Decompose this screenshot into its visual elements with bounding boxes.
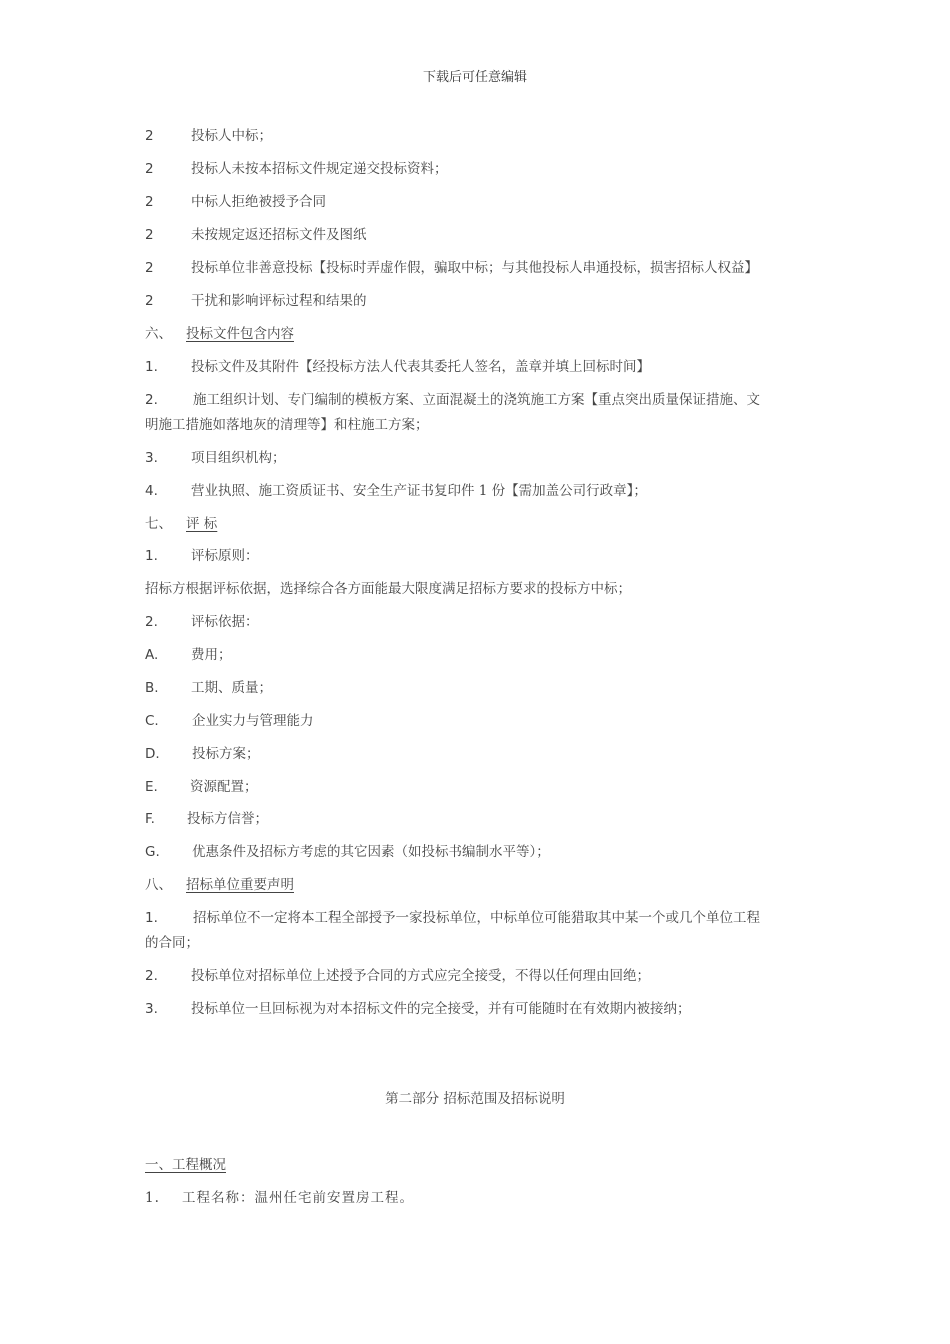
list-item: 3. 投标单位一旦回标视为对本招标文件的完全接受，并有可能随时在有效期内被接纳； [145,1001,691,1017]
list-item: C. 企业实力与管理能力 [145,713,314,729]
list-item: 1. 投标文件及其附件【经投标方法人代表其委托人签名，盖章并填上回标时间】 [145,359,650,375]
part-title: 第二部分 招标范围及招标说明 [385,1091,565,1107]
list-item: 2 投标人未按本招标文件规定递交投标资料； [145,161,448,177]
section-heading: 六、 投标文件包含内容 [145,326,294,342]
list-item: B. 工期、质量； [145,680,272,696]
list-item: 2 干扰和影响评标过程和结果的 [145,293,367,309]
paragraph: 招标方根据评标依据，选择综合各方面能最大限度满足招标方要求的投标方中标； [145,581,631,597]
list-item: 2 未按规定返还招标文件及图纸 [145,227,367,243]
page-header: 下载后可任意编辑 [422,70,527,85]
list-item: 3. 项目组织机构； [145,450,286,466]
section-heading: 八、 招标单位重要声明 [145,877,294,893]
list-item: 2 投标人中标； [145,128,272,144]
list-item: 1. 招标单位不一定将本工程全部授予一家投标单位，中标单位可能猎取其中某一个或几个单位工程 [145,910,760,926]
list-item: 1. 工程名称：温州任宅前安置房工程。 [145,1190,414,1206]
list-item: E. 资源配置； [145,779,258,795]
list-item: 2. 施工组织计划、专门编制的模板方案、立面混凝土的浇筑施工方案【重点突出质量保证措施、文 [145,392,760,408]
list-item: D. 投标方案； [145,746,260,762]
list-item: A. 费用； [145,647,232,663]
list-item: 2. 投标单位对招标单位上述授予合同的方式应完全接受，不得以任何理由回绝； [145,968,650,984]
section-heading: 一、工程概况 [145,1157,226,1173]
list-item: 2 中标人拒绝被授予合同 [145,194,326,210]
list-item: 2. 评标依据： [145,614,259,630]
list-item-continuation: 的合同； [145,935,199,951]
list-item-continuation: 明施工措施如落地灰的清理等】和柱施工方案； [145,417,429,433]
list-item: F. 投标方信誉； [145,811,268,827]
section-heading: 七、 评 标 [145,516,218,532]
list-item: G. 优惠条件及招标方考虑的其它因素（如投标书编制水平等）； [145,844,550,860]
list-item: 1. 评标原则： [145,548,259,564]
list-item: 2 投标单位非善意投标【投标时弄虚作假，骗取中标；与其他投标人串通投标，损害招标人权益】 [145,260,758,276]
list-item: 4. 营业执照、施工资质证书、安全生产证书复印件 1 份【需加盖公司行政章】； [145,483,647,499]
